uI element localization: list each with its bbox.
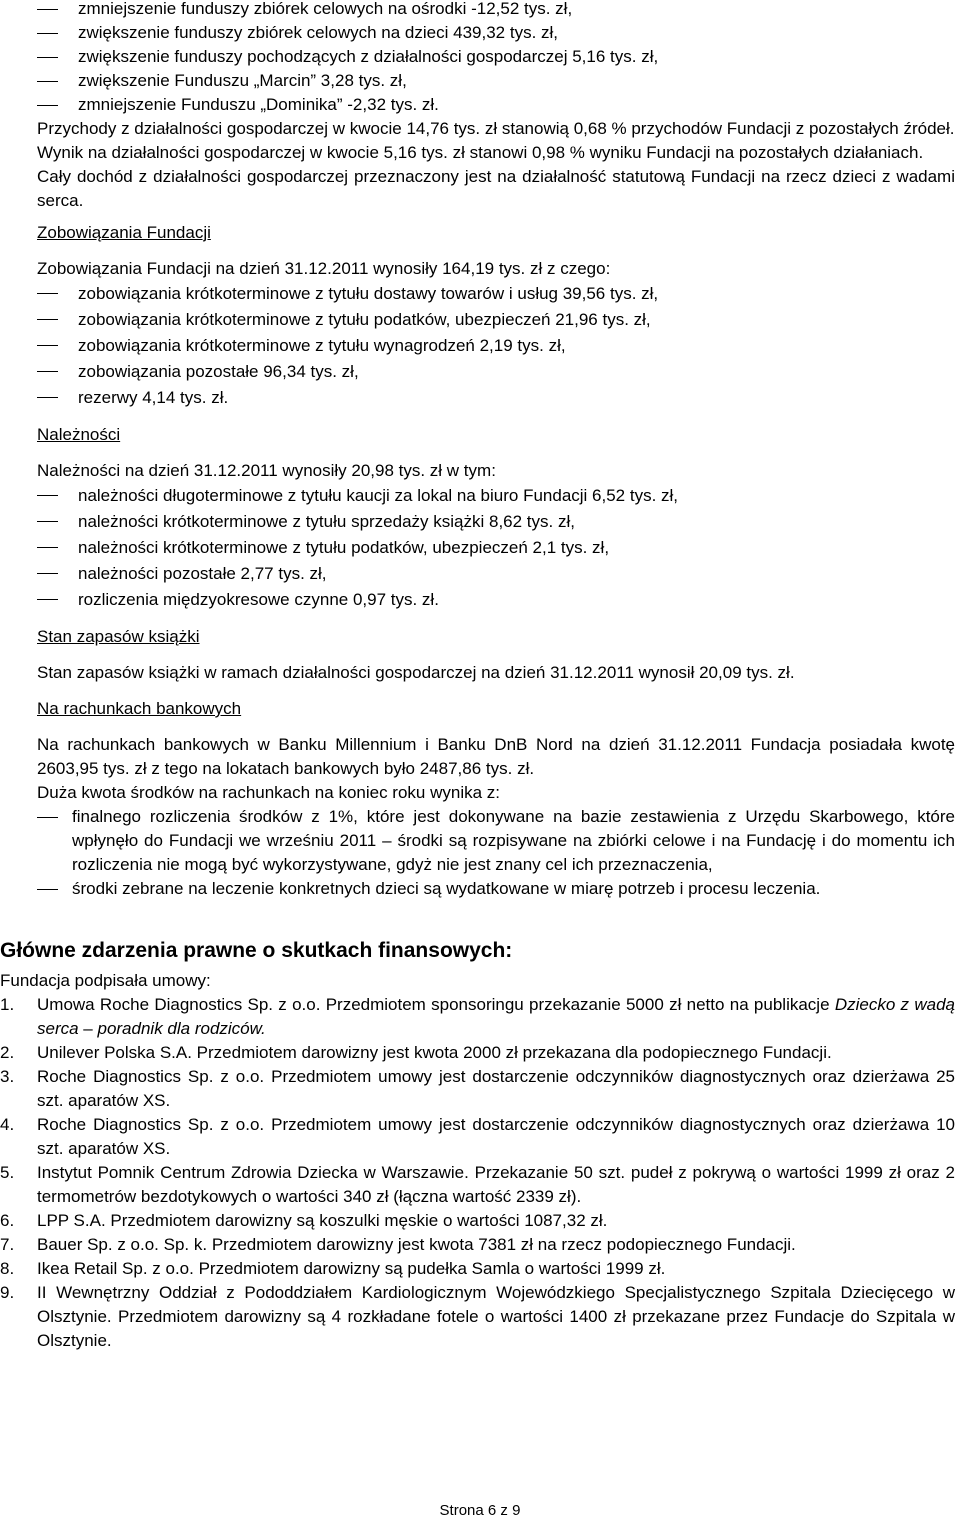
item-text: Roche Diagnostics Sp. z o.o. Przedmiotem umowy jest dostarczenie odczynników diagnostycznych oraz dzierżawa 10 szt. aparatów XS. [37, 1115, 955, 1158]
list-item: należności krótkoterminowe z tytułu podatków, ubezpieczeń 2,1 tys. zł, [0, 535, 960, 561]
list-item: rezerwy 4,14 tys. zł. [0, 385, 960, 411]
result-paragraph: Wynik na działalności gospodarczej w kwocie 5,16 tys. zł stanowi 0,98 % wyniku Fundacji na pozostałych działaniach. [37, 143, 924, 162]
liabilities-heading: Zobowiązania Fundacji [37, 223, 211, 242]
receivables-heading: Należności [37, 425, 121, 444]
list-item [0, 1041, 960, 1065]
list-item [0, 1161, 960, 1209]
list-item: zwiększenie Funduszu „Marcin” 3,28 tys. zł, [0, 69, 960, 93]
list-item [0, 1209, 960, 1233]
list-item: zmniejszenie Funduszu „Dominika” -2,32 tys. zł. [0, 93, 960, 117]
legal-events-intro: Fundacja podpisała umowy: [0, 971, 211, 990]
list-item [0, 1065, 960, 1113]
list-item: zobowiązania krótkoterminowe z tytułu wynagrodzeń 2,19 tys. zł, [0, 333, 960, 359]
list-item: należności długoterminowe z tytułu kaucji za lokal na biuro Fundacji 6,52 tys. zł, [0, 483, 960, 509]
list-item [0, 993, 960, 1041]
list-item: zobowiązania krótkoterminowe z tytułu podatków, ubezpieczeń 21,96 tys. zł, [0, 307, 960, 333]
item-text: II Wewnętrzny Oddział z Pododdziałem Kardiologicznym Wojewódzkiego Specjalistycznego Szpitala Dziecięcego w Olsztynie. Przedmiotem darowizny są 4 rozkładane fotele o wartości 1400 zł przekazane przez Fundacje do Szpitala w Olsztynie. [37, 1283, 955, 1350]
item-text: Instytut Pomnik Centrum Zdrowia Dziecka w Warszawie. Przekazanie 50 szt. pudeł z pokrywą o wartości 1999 zł oraz 2 termometrów bezdotykowych o wartości 340 zł (łączna wartość 2339 zł). [37, 1163, 955, 1206]
liabilities-list [0, 281, 960, 411]
list-item: zobowiązania pozostałe 96,34 tys. zł, [0, 359, 960, 385]
list-item [0, 1233, 960, 1257]
book-subtitle: poradnik dla rodziców. [97, 1019, 266, 1038]
list-item: rozliczenia międzyokresowe czynne 0,97 tys. zł. [0, 587, 960, 613]
book-stock-heading: Stan zapasów książki [37, 627, 200, 646]
list-item: należności krótkoterminowe z tytułu sprzedaży książki 8,62 tys. zł, [0, 509, 960, 535]
liabilities-intro: Zobowiązania Fundacji na dzień 31.12.2011 wynosiły 164,19 tys. zł z czego: [37, 259, 611, 278]
list-item: zwiększenie funduszy zbiórek celowych na dzieci 439,32 tys. zł, [0, 21, 960, 45]
receivables-intro: Należności na dzień 31.12.2011 wynosiły 20,98 tys. zł w tym: [37, 461, 496, 480]
list-item: zmniejszenie funduszy zbiórek celowych na ośrodki -12,52 tys. zł, [0, 0, 960, 21]
bank-reason-intro: Duża kwota środków na rachunkach na koniec roku wynika z: [37, 783, 501, 802]
item-number: 3. [0, 1067, 15, 1086]
bank-heading: Na rachunkach bankowych [37, 699, 242, 718]
item-text: Roche Diagnostics Sp. z o.o. Przedmiotem umowy jest dostarczenie odczynników diagnostycznych oraz dzierżawa 25 szt. aparatów XS. [37, 1067, 955, 1110]
dash-separator: – [78, 1019, 98, 1038]
list-item: należności pozostałe 2,77 tys. zł, [0, 561, 960, 587]
item-number: 7. [0, 1235, 15, 1254]
item-text: Umowa Roche Diagnostics Sp. z o.o. Przedmiotem sponsoringu przekazanie 5000 zł netto na publikacje [37, 995, 835, 1014]
list-item [0, 1281, 960, 1353]
item-text: LPP S.A. Przedmiotem darowizny są koszulki męskie o wartości 1087,32 zł. [37, 1211, 608, 1230]
item-number: 1. [0, 995, 15, 1014]
list-item [0, 1113, 960, 1161]
receivables-list [0, 483, 960, 613]
item-text: Unilever Polska S.A. Przedmiotem darowizny jest kwota 2000 zł przekazana dla podopiecznego Fundacji. [37, 1043, 832, 1062]
legal-events-title: Główne zdarzenia prawne o skutkach finansowych: [0, 939, 513, 962]
legal-events-list [0, 993, 960, 1353]
item-text: Bauer Sp. z o.o. Sp. k. Przedmiotem darowizny jest kwota 7381 zł na rzecz podopiecznego Fundacji. [37, 1235, 796, 1254]
page-footer: Strona 6 z 9 [439, 1502, 521, 1519]
bank-text: Na rachunkach bankowych w Banku Millennium i Banku DnB Nord na dzień 31.12.2011 Fundacja posiadała kwotę 2603,95 tys. zł z tego na lokatach bankowych było 2487,86 tys. zł. [37, 735, 955, 778]
item-number: 2. [0, 1043, 15, 1062]
list-item: finalnego rozliczenia środków z 1%, które jest dokonywane na bazie zestawienia z Urzędu Skarbowego, które wpłynęło do Fundacji we wrześniu 2011 – środki są rozpisywane na zbiórki celowe i na Fundację i do momentu ich rozliczenia nie mogą być wykorzystywane, gdyż nie jest znany cel ich przeznaczenia, [0, 805, 960, 877]
item-number: 8. [0, 1259, 15, 1278]
item-number: 9. [0, 1283, 15, 1302]
item-number: 5. [0, 1163, 15, 1182]
item-number: 4. [0, 1115, 15, 1134]
revenue-paragraph: Przychody z działalności gospodarczej w kwocie 14,76 tys. zł stanowią 0,68 % przychodów Fundacji z pozostałych źródeł. [37, 119, 955, 138]
item-number: 6. [0, 1211, 15, 1230]
book-title: Dziecko z wadą serca [37, 995, 955, 1038]
list-item: środki zebrane na leczenie konkretnych dzieci są wydatkowane w miarę potrzeb i procesu leczenia. [0, 877, 960, 901]
bank-reasons-list [0, 805, 960, 901]
income-paragraph: Cały dochód z działalności gospodarczej przeznaczony jest na działalność statutową Fundacji na rzecz dzieci z wadami serca. [37, 167, 955, 210]
list-item: zobowiązania krótkoterminowe z tytułu dostawy towarów i usług 39,56 tys. zł, [0, 281, 960, 307]
book-stock-text: Stan zapasów książki w ramach działalności gospodarczej na dzień 31.12.2011 wynosił 20,09 tys. zł. [37, 663, 795, 682]
item-text: Ikea Retail Sp. z o.o. Przedmiotem darowizny są pudełka Samla o wartości 1999 zł. [37, 1259, 666, 1278]
list-item [0, 1257, 960, 1281]
fund-changes-list [0, 0, 960, 117]
list-item: zwiększenie funduszy pochodzących z działalności gospodarczej 5,16 tys. zł, [0, 45, 960, 69]
